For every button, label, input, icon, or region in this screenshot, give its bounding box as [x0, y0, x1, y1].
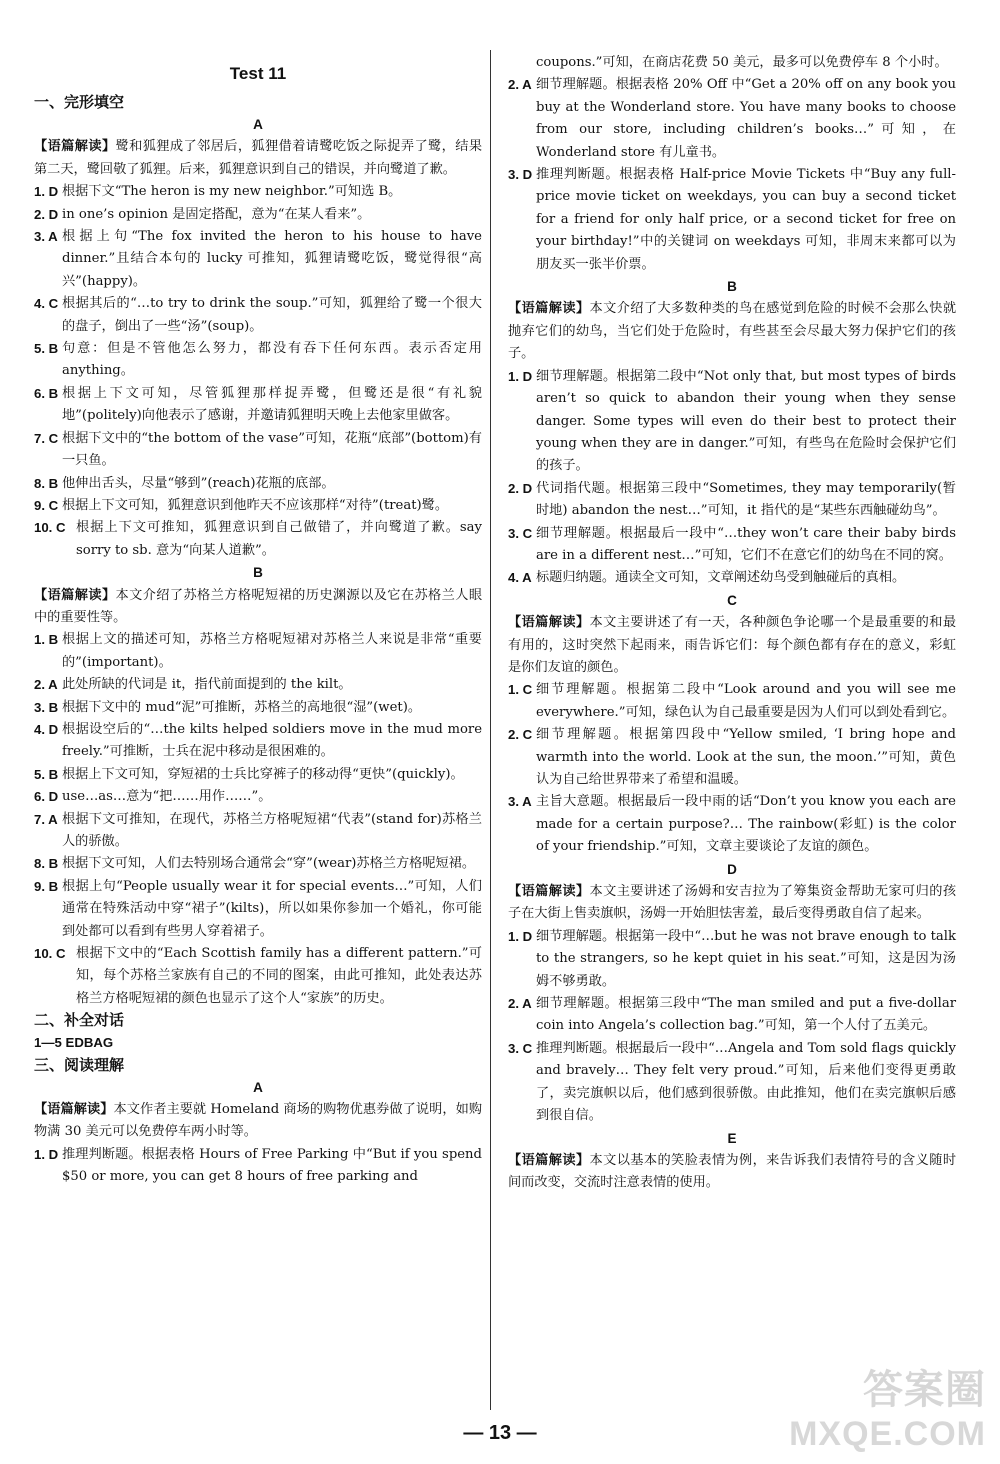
section-cloze-heading: 一、完形填空 — [34, 94, 125, 111]
answer-explanation: 根据下文可知，人们去特别场合通常会“穿”(wear)苏格兰方格呢短裙。 — [62, 856, 476, 872]
answer-item — [34, 181, 482, 203]
answer-item — [34, 719, 482, 764]
answer-number: 1. D — [508, 368, 533, 384]
answer-item — [34, 517, 482, 562]
answer-explanation: 根据下文可推知，在现代，苏格兰方格呢短裙“代表”(stand for)苏格兰人的骄傲。 — [62, 811, 482, 849]
answer-explanation: 推理判断题。根据最后一段中“…Angela and Tom sold flags quickly and bravely… They felt very proud.”可知，后来他们变得更勇敢了，卖完旗帜以后，他们感到很骄傲。由此推知，他们在卖完旗帜后感到很自信。 — [536, 1040, 956, 1124]
page-number: — 13 — — [463, 1422, 537, 1444]
answer-item — [508, 926, 956, 993]
answer-item — [34, 943, 482, 1010]
answer-number: 2. D — [508, 480, 533, 496]
answer-continuation — [508, 52, 956, 74]
answer-number: 3. C — [508, 1040, 533, 1056]
answer-number: 4. A — [508, 570, 532, 586]
passage-letter: B — [727, 279, 737, 295]
answer-number: 3. A — [508, 794, 532, 810]
intro-tag: 【语篇解读】 — [34, 139, 116, 155]
answer-number: 2. C — [508, 727, 533, 743]
answer-explanation: 推理判断题。根据表格 Hours of Free Parking 中“But if you spend $50 or more, you can get 8 hours of free parking and — [62, 1146, 482, 1185]
answer-number: 5. B — [34, 341, 59, 357]
answer-explanation: 根据上下文可知，穿短裙的士兵比穿裤子的移动得“更快”(quickly)。 — [62, 766, 464, 782]
answer-item — [508, 478, 956, 523]
answer-explanation: 细节理解题。根据第三段中“The man smiled and put a five-dollar coin into Angela’s collection bag.”可知，第一个人付了五美元。 — [536, 996, 956, 1034]
answer-explanation: 根据上文的描述可知，苏格兰方格呢短裙对苏格兰人来说是非常“重要的”(important)。 — [62, 632, 482, 670]
intro-text: 本文以基本的笑脸表情为例，来告诉我们表情符号的含义随时间而改变，交流时注意表情的使用。 — [508, 1152, 957, 1191]
answer-item — [34, 809, 482, 854]
answer-item — [508, 74, 956, 164]
passage-letter: D — [727, 861, 737, 877]
answer-item — [508, 567, 956, 589]
answer-item — [508, 523, 956, 568]
passage-letter: B — [253, 565, 263, 581]
answer-number: 8. B — [34, 856, 59, 872]
answer-number: 1. C — [508, 682, 533, 698]
answer-item — [508, 366, 956, 478]
answer-number: 7. C — [34, 430, 59, 446]
answer-explanation: 细节理解题。根据第二段中“Look around and you will see me everywhere.”可知，绿色认为自己最重要是因为人们可以到处看到它。 — [536, 682, 956, 720]
answer-explanation: 代词指代题。根据第三段中“Sometimes, they may temporarily(暂时地) abandon the nest…”可知，it 指代的是“某些东西触碰幼鸟”。 — [536, 480, 956, 519]
intro-tag: 【语篇解读】 — [508, 301, 590, 317]
answer-item — [508, 791, 956, 858]
answer-explanation: 细节理解题。根据表格 20% Off 中“Get a 20% off on any book you buy at the Wonderland store. You have many books to choose from our store, including children’s books…”可知，在 Wonderland store 有儿童书。 — [536, 77, 956, 160]
left-column — [34, 50, 482, 1189]
answer-number: 3. B — [34, 699, 59, 715]
answer-number: 2. A — [508, 996, 532, 1012]
watermark-logo: 答案圈 — [863, 1368, 986, 1412]
answer-number: 2. D — [34, 206, 59, 222]
answer-number: 9. B — [34, 878, 59, 894]
answer-item — [34, 226, 482, 293]
passage-intro — [34, 585, 482, 630]
answer-item — [34, 473, 482, 495]
answer-explanation: in one’s opinion 是固定搭配，意为“在某人看来”。 — [62, 206, 371, 222]
answer-number: 7. A — [34, 811, 58, 827]
passage-letter: E — [727, 1130, 737, 1146]
answer-item — [34, 428, 482, 473]
answer-explanation: 主旨大意题。根据最后一段中雨的话“Don’t you know you each are made for a certain purpose?… The rainbow(彩虹) is the color of your friendship.”可知，文章主要谈论了友谊的颜色。 — [536, 794, 956, 855]
passage-intro — [508, 298, 956, 365]
watermark-url: MXQE.COM — [789, 1415, 986, 1453]
answer-number: 4. C — [34, 296, 59, 312]
answer-number: 2. A — [34, 677, 58, 693]
answer-item — [508, 1038, 956, 1128]
answer-explanation: 推理判断题。根据表格 Half-price Movie Tickets 中“Buy any full-price movie ticket on weekdays, you can buy a second ticket for a friend for only half price, or a second ticket for free on your birthday!”中的关键词 on weekdays 可知，非周末来都可以为朋友买一张半价票。 — [536, 167, 956, 272]
answer-number: 2. A — [508, 77, 532, 93]
answer-explanation: 标题归纳题。通读全文可知，文章阐述幼鸟受到触碰后的真相。 — [536, 570, 906, 586]
answer-item — [34, 629, 482, 674]
answer-item — [34, 338, 482, 383]
answer-number: 5. B — [34, 766, 59, 782]
answer-explanation: 他伸出舌头，尽量“够到”(reach)花瓶的底部。 — [62, 475, 335, 491]
intro-tag: 【语篇解读】 — [34, 587, 116, 603]
intro-text: 本文主要讲述了汤姆和安吉拉为了筹集资金帮助无家可归的孩子在大街上售卖旗帜，汤姆一开始胆怯害羞，最后变得勇敢自信了起来。 — [508, 884, 957, 922]
intro-text: 鹭和狐狸成了邻居后，狐狸借着请鹭吃饭之际捉弄了鹭，结果第二天，鹭回敬了狐狸。后来，狐狸意识到自己的错误，并向鹭道了歉。 — [34, 139, 483, 177]
answer-number: 1. D — [508, 928, 533, 944]
answer-explanation: 此处所缺的代词是 it，指代前面提到的 the kilt。 — [62, 677, 352, 693]
answer-explanation: 根据其后的“…to try to drink the soup.”可知，狐狸给了鹭一个很大的盘子，倒出了一些“汤”(soup)。 — [62, 296, 482, 334]
answer-explanation: 根据上句“The fox invited the heron to his house to have dinner.”且结合本句的 lucky 可推知，狐狸请鹭吃饭，鹭觉得很“高兴”(happy)。 — [62, 229, 482, 289]
answer-explanation: 细节理解题。根据第四段中“Yellow smiled, ‘I bring hope and warmth into the world. Look at the sun, the moon.’”可知，黄色认为自己给世界带来了希望和温暖。 — [536, 727, 956, 787]
answer-item — [508, 993, 956, 1038]
answer-item — [34, 764, 482, 786]
passage-intro — [508, 612, 956, 679]
section-dialogue-heading: 二、补全对话 — [34, 1012, 125, 1030]
dialogue-answer: 1—5 EDBAG — [34, 1035, 114, 1051]
answer-number: 3. D — [508, 167, 533, 183]
answer-number: 8. B — [34, 475, 59, 491]
answer-item — [34, 383, 482, 428]
answer-item — [34, 876, 482, 943]
answer-item — [508, 724, 956, 791]
answer-explanation: use…as…意为“把……用作……”。 — [62, 789, 272, 805]
answer-explanation: 根据下文中的“Each Scottish family has a different pattern.”可知，每个苏格兰家族有自己的不同的图案，由此可推知，此处表达苏格兰方格呢短裙的颜色也显示了这个人“家族”的历史。 — [76, 946, 482, 1006]
passage-letter: C — [727, 592, 737, 608]
answer-number: 6. D — [34, 789, 59, 805]
answer-item — [34, 495, 482, 517]
answer-explanation: 根据设空后的“…the kilts helped soldiers move in the mud more freely.”可推断，士兵在泥中移动是很困难的。 — [62, 721, 482, 760]
answer-number: 3. A — [34, 229, 58, 245]
answer-item — [34, 786, 482, 808]
answer-number: 10. C — [34, 946, 66, 962]
answer-explanation: 根据上下文可知，狐狸意识到他昨天不应该那样“对待”(treat)鹭。 — [62, 497, 449, 513]
answer-explanation: coupons.”可知，在商店花费 50 美元，最多可以免费停车 8 个小时。 — [536, 55, 948, 70]
answer-number: 1. D — [34, 184, 59, 200]
answer-item — [34, 293, 482, 338]
intro-text: 本文主要讲述了有一天，各种颜色争论哪一个是最重要的和最有用的，这时突然下起雨来，雨告诉它们：每个颜色都有存在的意义，彩虹是你们友谊的颜色。 — [508, 615, 957, 675]
passage-letter: A — [253, 1079, 263, 1095]
passage-letter: A — [253, 117, 263, 132]
intro-tag: 【语篇解读】 — [508, 615, 590, 631]
intro-text: 本文作者主要就 Homeland 商场的购物优惠券做了说明，如购物满 30 美元可以免费停车两小时等。 — [34, 1102, 483, 1140]
intro-tag: 【语篇解读】 — [34, 1102, 114, 1118]
intro-text: 本文介绍了大多数种类的鸟在感觉到危险的时候不会那么快就抛弃它们的幼鸟，当它们处于危险时，有些甚至会尽最大努力保护它们的孩子。 — [508, 301, 957, 362]
passage-intro — [34, 1099, 482, 1144]
answer-item — [34, 853, 482, 875]
answer-explanation: 细节理解题。根据第二段中“Not only that, but most types of birds aren’t so quick to abandon their young when they sense danger. Some types will even do their best to protect their young when they are in danger.”可知，有些鸟在危险时会保护它们的孩子。 — [536, 368, 956, 474]
passage-intro — [508, 881, 956, 926]
section-reading-heading: 三、阅读理解 — [34, 1056, 125, 1074]
answer-item — [508, 164, 956, 276]
answer-explanation: 根据下文“The heron is my new neighbor.”可知选 B。 — [62, 184, 402, 200]
answer-item — [34, 674, 482, 696]
passage-intro — [508, 1150, 956, 1195]
answer-number: 10. C — [34, 520, 66, 536]
answer-number: 4. D — [34, 721, 59, 737]
test-title: Test 11 — [229, 64, 287, 83]
column-divider — [490, 50, 491, 1410]
answer-number: 9. C — [34, 497, 59, 513]
intro-tag: 【语篇解读】 — [508, 1152, 590, 1168]
answer-item — [34, 204, 482, 226]
passage-intro — [34, 136, 482, 181]
watermark — [789, 1358, 986, 1454]
answer-explanation: 根据上句“People usually wear it for special events…”可知，人们通常在特殊活动中穿“裙子”(kilts)，所以如果你参加一个婚礼，你可能到处都可以看到有些男人穿着裙子。 — [62, 878, 482, 939]
right-column — [508, 52, 956, 1195]
answer-number: 1. D — [34, 1146, 59, 1162]
intro-tag: 【语篇解读】 — [508, 884, 590, 900]
answer-explanation: 细节理解题。根据最后一段中“…they won’t care their baby birds are in a different nest…”可知，它们不在意它们的幼鸟在不同的窝。 — [536, 525, 956, 563]
answer-explanation: 根据上下文可知，尽管狐狸那样捉弄鹭，但鹭还是很“有礼貌地”(politely)向他表示了感谢，并邀请狐狸明天晚上去他家里做客。 — [62, 385, 482, 424]
answer-explanation: 根据下文中的 mud“泥”可推断，苏格兰的高地很“湿”(wet)。 — [62, 699, 422, 715]
answer-item — [34, 697, 482, 719]
answer-explanation: 根据下文中的“the bottom of the vase”可知，花瓶“底部”(bottom)有一只鱼。 — [62, 430, 482, 469]
answer-explanation: 细节理解题。根据第一段中“…but he was not brave enough to talk to the strangers, so he kept quiet in his seat.”可知，这是因为汤姆不够勇敢。 — [536, 928, 956, 989]
answer-number: 3. C — [508, 525, 533, 541]
answer-item — [34, 1144, 482, 1189]
answer-number: 6. B — [34, 385, 59, 401]
answer-item — [508, 679, 956, 724]
answer-number: 1. B — [34, 632, 59, 648]
answer-explanation: 句意：但是不管他怎么努力，都没有吞下任何东西。表示否定用 anything。 — [62, 341, 482, 379]
answer-explanation: 根据上下文可推知，狐狸意识到自己做错了，并向鹭道了歉。say sorry to sb. 意为“向某人道歉”。 — [76, 520, 482, 558]
intro-text: 本文介绍了苏格兰方格呢短裙的历史渊源以及它在苏格兰人眼中的重要性等。 — [34, 587, 483, 625]
